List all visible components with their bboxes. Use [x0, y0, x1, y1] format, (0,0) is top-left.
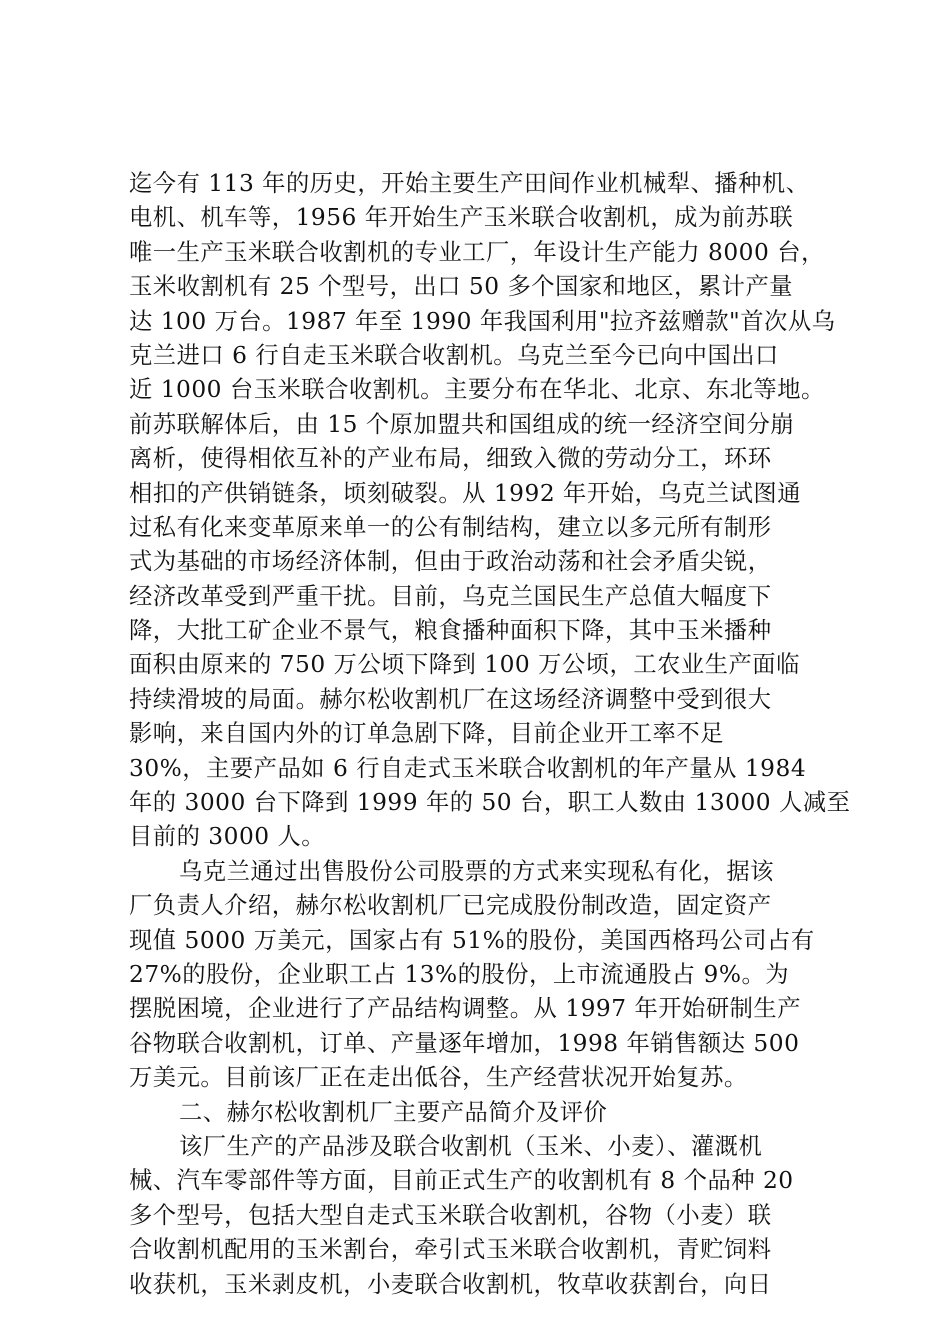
text-line: 万美元。目前该厂正在走出低谷，生产经营状况开始复苏。	[129, 1064, 748, 1092]
text-line: 谷物联合收割机，订单、产量逐年增加，1998 年销售额达 500	[129, 1029, 800, 1057]
text-line: 前苏联解体后，由 15 个原加盟共和国组成的统一经济空间分崩	[129, 410, 795, 438]
text-line: 电机、机车等，1956 年开始生产玉米联合收割机，成为前苏联	[129, 204, 794, 232]
text-line: 持续滑坡的局面。赫尔松收割机厂在这场经济调整中受到很大	[129, 685, 772, 713]
text-line: 合收割机配用的玉米割台，牵引式玉米联合收割机，青贮饲料	[129, 1236, 772, 1264]
text-line: 影响，来自国内外的订单急剧下降，目前企业开工率不足	[129, 720, 724, 748]
text-line: 唯一生产玉米联合收割机的专业工厂，年设计生产能力 8000 台，	[129, 238, 825, 266]
text-line: 式为基础的市场经济体制，但由于政治动荡和社会矛盾尖锐，	[129, 548, 772, 576]
text-line: 目前的 3000 人。	[129, 823, 326, 851]
text-line: 厂负责人介绍，赫尔松收割机厂已完成股份制改造，固定资产	[129, 892, 772, 920]
section-heading	[129, 1096, 834, 1130]
text-line: 30%，主要产品如 6 行自走式玉米联合收割机的年产量从 1984	[129, 754, 807, 782]
paragraph	[129, 855, 834, 1096]
text-line: 面积由原来的 750 万公顷下降到 100 万公顷，工农业生产面临	[129, 651, 800, 679]
body-text	[129, 167, 851, 1302]
text-line: 迄今有 113 年的历史，开始主要生产田间作业机械犁、播种机、	[129, 170, 810, 197]
text-line: 相扣的产供销链条，顷刻破裂。从 1992 年开始，乌克兰试图通	[129, 479, 802, 507]
text-line: 近 1000 台玉米联合收割机。主要分布在华北、北京、东北等地。	[129, 376, 825, 404]
text-line: 达 100 万台。1987 年至 1990 年我国利用"拉齐兹赠款"首次从乌	[129, 307, 836, 335]
paragraph	[129, 167, 851, 855]
text-line: 降，大批工矿企业不景气，粮食播种面积下降，其中玉米播种	[129, 617, 772, 645]
text-line: 克兰进口 6 行自走玉米联合收割机。乌克兰至今已向中国出口	[129, 341, 779, 369]
text-line: 二、赫尔松收割机厂主要产品简介及评价	[179, 1098, 608, 1126]
text-line: 过私有化来变革原来单一的公有制结构，建立以多元所有制形	[129, 513, 772, 541]
text-line: 械、汽车零部件等方面，目前正式生产的收割机有 8 个品种 20	[129, 1167, 794, 1195]
text-line: 乌克兰通过出售股份公司股票的方式来实现私有化，据该	[179, 857, 774, 885]
text-line: 摆脱困境，企业进行了产品结构调整。从 1997 年开始研制生产	[129, 995, 802, 1023]
text-line: 经济改革受到严重干扰。目前，乌克兰国民生产总值大幅度下	[129, 582, 772, 610]
text-line: 该厂生产的产品涉及联合收割机（玉米、小麦）、灌溉机	[179, 1132, 763, 1160]
text-line: 现值 5000 万美元，国家占有 51%的股份，美国西格玛公司占有	[129, 926, 815, 954]
text-line: 玉米收割机有 25 个型号，出口 50 多个国家和地区，累计产量	[129, 273, 794, 301]
text-line: 年的 3000 台下降到 1999 年的 50 台，职工人数由 13000 人减至	[129, 789, 851, 817]
text-line: 多个型号，包括大型自走式玉米联合收割机，谷物（小麦）联	[129, 1201, 772, 1229]
text-line: 离析，使得相依互补的产业布局，细致入微的劳动分工，环环	[129, 445, 772, 473]
text-line: 27%的股份，企业职工占 13%的股份，上市流通股占 9%。为	[129, 960, 790, 988]
text-line: 收获机，玉米剥皮机，小麦联合收割机，牧草收获割台，向日	[129, 1270, 772, 1298]
paragraph	[129, 1130, 834, 1302]
